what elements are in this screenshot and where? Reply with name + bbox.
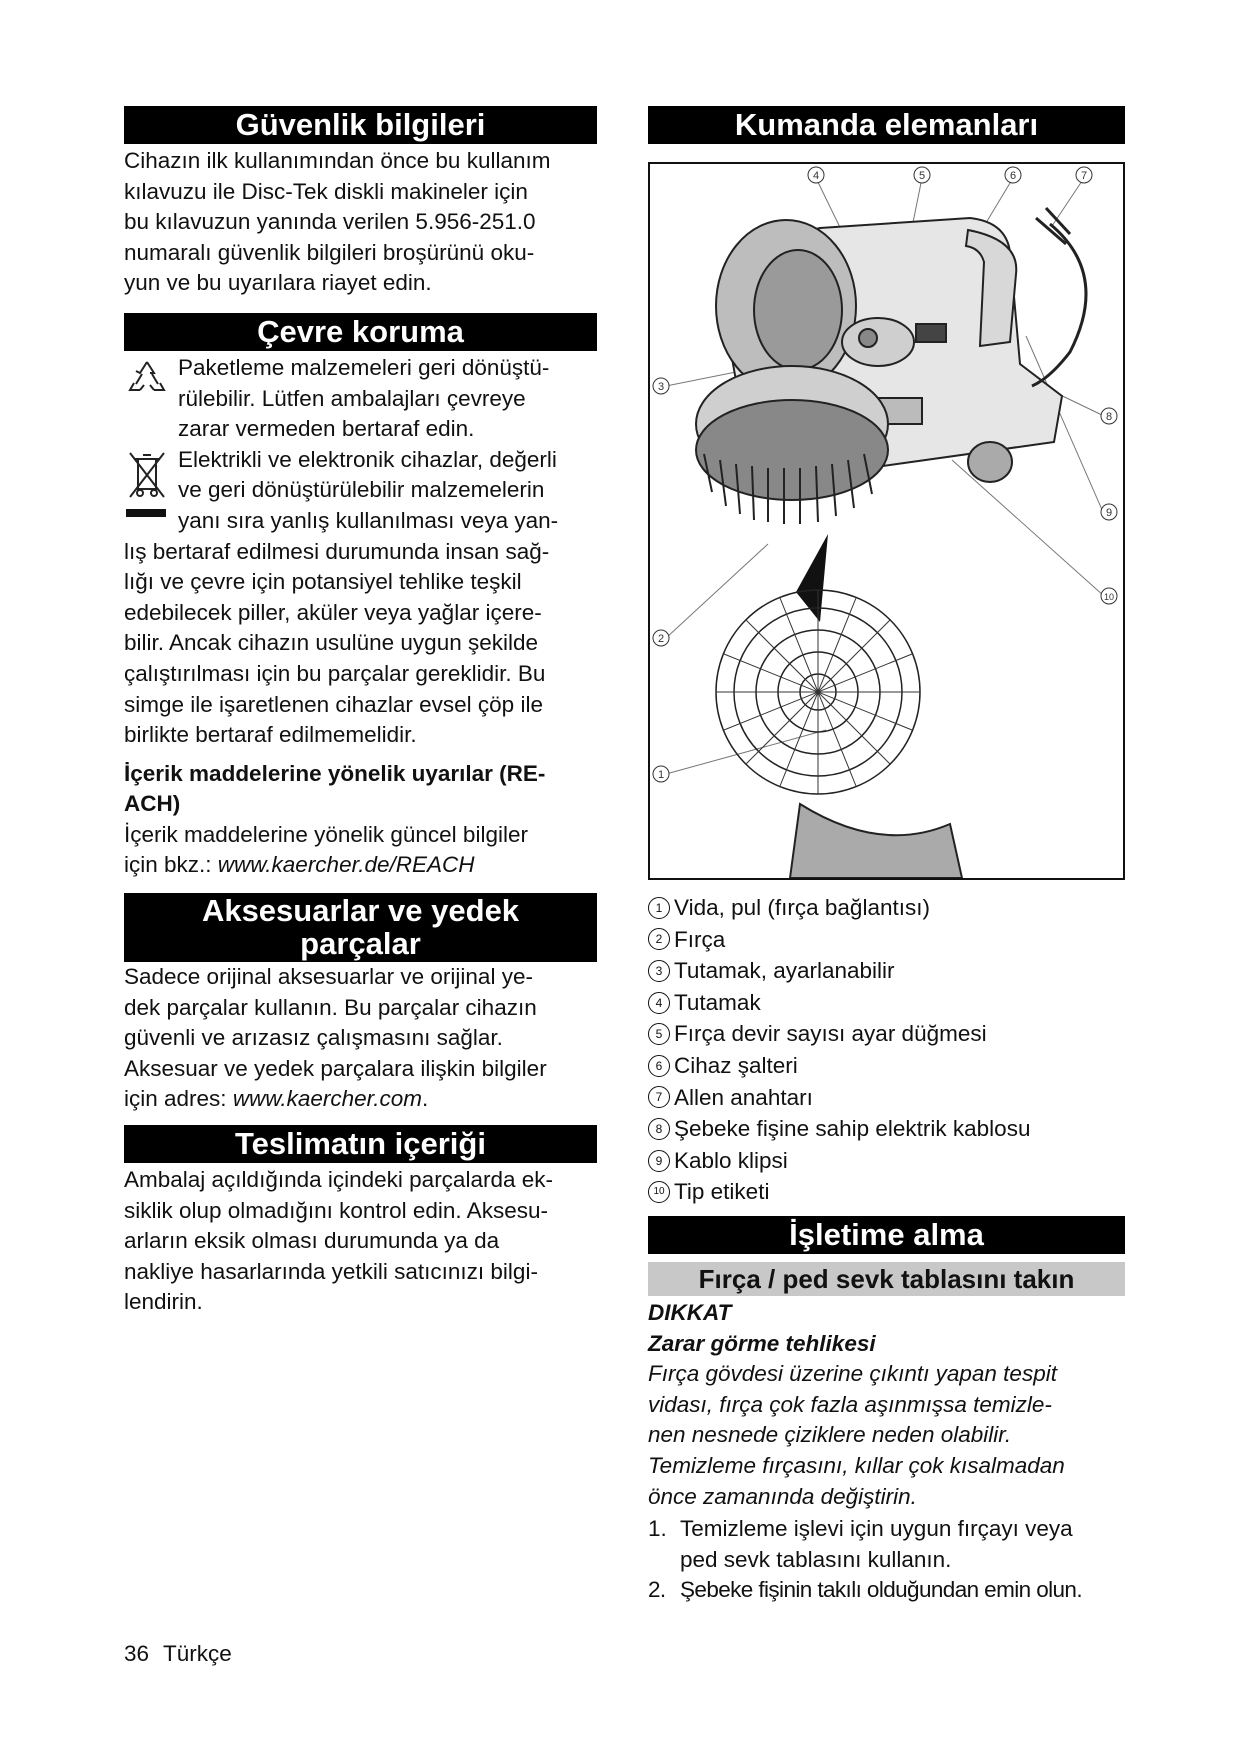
machine-illustration [648, 162, 1125, 880]
recycle-note: Paketleme malzemeleri geri dönüştü- rülebilir. Lütfen ambalajları çevreye zarar vermeden bertaraf edin. [124, 353, 597, 445]
reach-link-line: için bkz.: www.kaercher.de/REACH [124, 852, 475, 878]
callout-4: 4 [812, 170, 820, 182]
legend-number: 7 [648, 1086, 670, 1108]
legend-item: 1 Vida, pul (fırça bağlantısı) [648, 892, 1125, 924]
legend-number: 10 [648, 1181, 670, 1203]
callout-3: 3 [657, 381, 665, 393]
weee-note: Elektrikli ve elektronik cihazlar, değerli ve geri dönüştürülebilir malzemelerin yanı sıra yanlış kullanılması veya yan- [124, 445, 597, 537]
list-item: 2. Şebeke fişinin takılı olduğundan emin olun. [648, 1577, 1082, 1603]
legend-number: 1 [648, 897, 670, 919]
legend-item: 3 Tutamak, ayarlanabilir [648, 955, 1125, 987]
warning-label: DIKKAT [648, 1299, 732, 1325]
language-label: Türkçe [163, 1641, 232, 1666]
legend-item: 2 Fırça [648, 924, 1125, 956]
warning-heading: Zarar görme tehlikesi [648, 1330, 876, 1356]
section-title-environment: Çevre koruma [124, 313, 597, 351]
recycle-icon [126, 357, 168, 404]
legend-number: 3 [648, 960, 670, 982]
legend-item: 6 Cihaz şalteri [648, 1050, 1125, 1082]
page-number: 36 [124, 1641, 150, 1666]
subsection-title-brush: Fırça / ped sevk tablasını takın [648, 1262, 1125, 1296]
safety-text: Cihazın ilk kullanımından önce bu kullanım kılavuzu ile Disc-Tek diskli makineler için bu kılavuzun yanında verilen 5.956-251.0 numaralı güvenlik bilgileri broşürünü oku- yun ve bu uyarılara riayet edin. [124, 148, 551, 296]
legend-item: 7 Allen anahtarı [648, 1082, 1125, 1114]
steps-list [648, 1514, 1125, 1606]
section-title-safety: Güvenlik bilgileri [124, 106, 597, 144]
reach-link[interactable]: www.kaercher.de/REACH [217, 852, 475, 878]
legend-item: 4 Tutamak [648, 987, 1125, 1019]
legend-item: 5 Fırça devir sayısı ayar düğmesi [648, 1018, 1125, 1050]
legend-item: 8 Şebeke fişine sahip elektrik kablosu [648, 1113, 1125, 1145]
delivery-text: Ambalaj açıldığında içindeki parçalarda ek- siklik olup olmadığını kontrol edin. Aksesu- arların eksik olması durumunda ya da nakliye hasarlarında yetkili satıcınızı bilgi- lendirin. [124, 1167, 553, 1315]
legend-number: 8 [648, 1118, 670, 1140]
crossed-bin-icon [126, 449, 168, 540]
callout-8: 8 [1105, 411, 1113, 423]
callout-7: 7 [1080, 170, 1088, 182]
right-column [648, 106, 1125, 1606]
callout-9: 9 [1105, 507, 1113, 519]
callout-10: 10 [1103, 592, 1115, 602]
legend-number: 4 [648, 992, 670, 1014]
legend-item: 10 Tip etiketi [648, 1176, 1125, 1208]
section-title-startup: İşletime alma [648, 1216, 1125, 1254]
callout-6: 6 [1009, 170, 1017, 182]
disc-machine-drawing [650, 164, 1123, 878]
page-footer [124, 1641, 246, 1667]
parts-legend [648, 892, 1125, 1208]
section-title-delivery: Teslimatın içeriği [124, 1125, 597, 1163]
legend-number: 9 [648, 1150, 670, 1172]
callout-2: 2 [657, 633, 665, 645]
reach-text: İçerik maddelerine yönelik güncel bilgiler [124, 821, 528, 847]
kaercher-link[interactable]: www.kaercher.com [232, 1086, 423, 1112]
section-title-accessories: Aksesuarlar ve yedek parçalar [124, 893, 597, 962]
warning-text: Fırça gövdesi üzerine çıkıntı yapan tespit vidası, fırça çok fazla aşınmışsa temizle- nen nesnede çiziklere neden olabilir. Temizleme fırçasını, kıllar çok kısalmadan önce zamanında değiştirin. [648, 1361, 1065, 1509]
accessories-text: Sadece orijinal aksesuarlar ve orijinal ye- dek parçalar kullanın. Bu parçalar cihazın güvenli ve arızasız çalışmasını sağlar. Aksesuar ve yedek parçalara ilişkin bilgiler için adres: www.kaercher.com. [124, 964, 547, 1112]
list-item: 1. Temizleme işlevi için uygun fırçayı veya ped sevk tablasını kullanın. [648, 1516, 1073, 1572]
callout-1: 1 [657, 769, 665, 781]
legend-number: 2 [648, 928, 670, 950]
legend-number: 6 [648, 1055, 670, 1077]
section-title-controls: Kumanda elemanları [648, 106, 1125, 144]
left-column [124, 106, 597, 1318]
legend-item: 9 Kablo klipsi [648, 1145, 1125, 1177]
reach-heading: İçerik maddelerine yönelik uyarılar (RE- ACH) [124, 760, 546, 817]
legend-number: 5 [648, 1023, 670, 1045]
callout-5: 5 [918, 170, 926, 182]
weee-continuation: lış bertaraf edilmesi durumunda insan sağ- lığı ve çevre için potansiyel tehlike teşkil edebilecek piller, aküler veya yağlar içere- bilir. Ancak cihazın usulüne uygun şekilde çalıştırılması için bu parçalar gereklidir. Bu simge ile işaretlenen cihazlar evsel çöp ile birlikte bertaraf edilmemelidir. [124, 538, 550, 748]
